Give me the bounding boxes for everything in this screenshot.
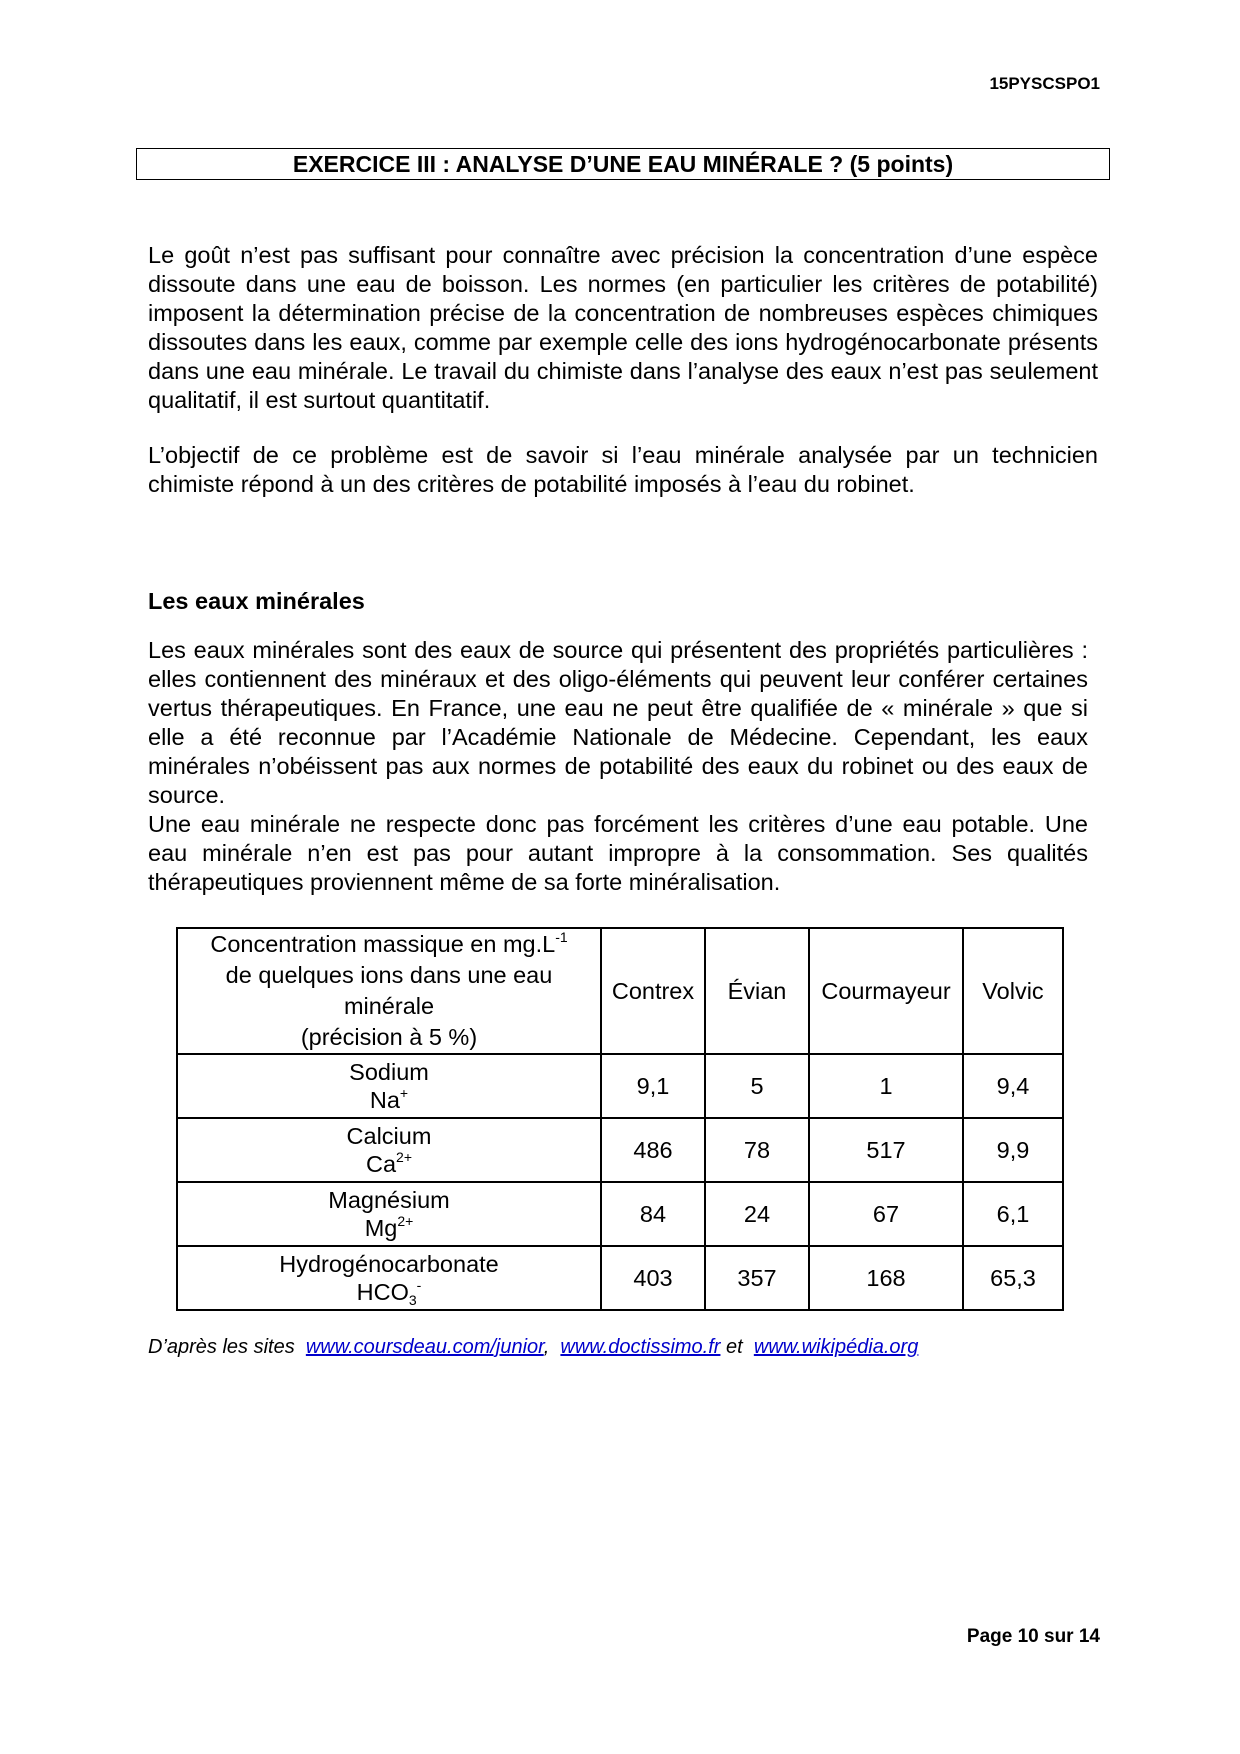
column-header-courmayeur: Courmayeur xyxy=(809,928,963,1054)
column-header-contrex: Contrex xyxy=(601,928,705,1054)
page-number: Page 10 sur 14 xyxy=(966,1626,1100,1647)
table-cell: 9,4 xyxy=(963,1054,1063,1118)
ion-formula: $Mg^{2+}$ xyxy=(364,1213,414,1241)
ion-name: Sodium xyxy=(349,1059,429,1085)
table-row xyxy=(177,1182,1063,1246)
table-cell: 84 xyxy=(601,1182,705,1246)
source-link-doctissimo[interactable]: www.doctissimo.fr xyxy=(560,1336,721,1358)
header-unit-exponent: -1 xyxy=(555,929,568,945)
ion-formula: Na+ xyxy=(369,1085,409,1113)
column-header-volvic: Volvic xyxy=(963,928,1063,1054)
ion-label xyxy=(177,1182,601,1246)
table-cell: 65,3 xyxy=(963,1246,1063,1310)
table-row xyxy=(177,1054,1063,1118)
table-cell: 9,9 xyxy=(963,1118,1063,1182)
ion-name: Calcium xyxy=(346,1123,432,1149)
table-cell: 6,1 xyxy=(963,1182,1063,1246)
ion-label xyxy=(177,1054,601,1118)
source-prefix: D’après les sites xyxy=(148,1336,295,1358)
exercise-title: EXERCICE III : ANALYSE D’UNE EAU MINÉRALE ? (5 points) xyxy=(136,148,1110,180)
section-heading: Les eaux minérales xyxy=(148,588,365,614)
source-link-wikipedia[interactable]: www.wikipédia.org xyxy=(753,1336,919,1358)
intro-paragraph-2: L’objectif de ce problème est de savoir si l’eau minérale analysée par un technicien chimiste répond à un des critères de potabilité imposés à l’eau du robinet. xyxy=(148,442,1098,497)
ion-label xyxy=(177,1118,601,1182)
ion-formula: $Ca^{2+}$ xyxy=(365,1149,412,1177)
section-paragraph-2: Une eau minérale ne respecte donc pas forcément les critères d’une eau potable. Une eau minérale n’en est pas pour autant impropre à la consommation. Ses qualités thérapeutiques proviennent même de sa forte minéralisation. xyxy=(148,811,1088,895)
table-cell: 486 xyxy=(601,1118,705,1182)
table-cell: 67 xyxy=(809,1182,963,1246)
header-line-1: Concentration massique en mg.L xyxy=(210,931,556,957)
section-paragraph-1: Les eaux minérales sont des eaux de source qui présentent des propriétés particulières : elles contiennent des minéraux et des oligo-éléments qui peuvent leur conférer certaines vertus thérapeutiques. En France, une eau ne peut être qualifiée de « minérale » que si elle a été reconnue par l’Académie Nationale de Médecine. Cependant, les eaux minérales n’obéissent pas aux normes de potabilité des eaux du robinet ou des eaux de source. xyxy=(148,637,1088,808)
document-code: 15PYSCSPO1 xyxy=(989,74,1100,93)
section-paragraph xyxy=(148,636,1088,897)
ion-formula: $HCO_3^-$ xyxy=(356,1277,422,1308)
ion-label xyxy=(177,1246,601,1310)
table-cell: 357 xyxy=(705,1246,809,1310)
intro-paragraph-1: Le goût n’est pas suffisant pour connaître avec précision la concentration d’une espèce dissoute dans une eau de boisson. Les normes (en particulier les critères de potabilité) imposent la détermination précise de la concentration de nombreuses espèces chimiques dissoutes dans les eaux, comme par exemple celle des ions hydrogénocarbonate présents dans une eau minérale. Le travail du chimiste dans l’analyse des eaux n’est pas seulement qualitatif, il est surtout quantitatif. xyxy=(148,242,1098,413)
source-line: D’après les sites www.coursdeau.com/junior, www.doctissimo.fr et www.wikipédia.org xyxy=(148,1336,919,1358)
source-et: et xyxy=(726,1336,743,1358)
table-cell: 403 xyxy=(601,1246,705,1310)
table-row xyxy=(177,1118,1063,1182)
table-header-row xyxy=(177,928,1063,1054)
table-cell: 1 xyxy=(809,1054,963,1118)
table-cell: 9,1 xyxy=(601,1054,705,1118)
table-cell: 78 xyxy=(705,1118,809,1182)
table-cell: 24 xyxy=(705,1182,809,1246)
source-link-coursdeau[interactable]: www.coursdeau.com/junior xyxy=(305,1336,544,1358)
header-line-3: minérale xyxy=(343,993,435,1019)
header-line-4: (précision à 5 %) xyxy=(300,1024,478,1050)
ion-name: Hydrogénocarbonate xyxy=(279,1251,499,1277)
table-row xyxy=(177,1246,1063,1310)
header-line-2: de quelques ions dans une eau xyxy=(225,962,553,988)
mineral-water-table xyxy=(176,927,1064,1311)
ion-name: Magnésium xyxy=(328,1187,450,1213)
table-cell: 168 xyxy=(809,1246,963,1310)
table-cell: 517 xyxy=(809,1118,963,1182)
table-header-label xyxy=(177,928,601,1054)
table-cell: 5 xyxy=(705,1054,809,1118)
column-header-evian: Évian xyxy=(705,928,809,1054)
